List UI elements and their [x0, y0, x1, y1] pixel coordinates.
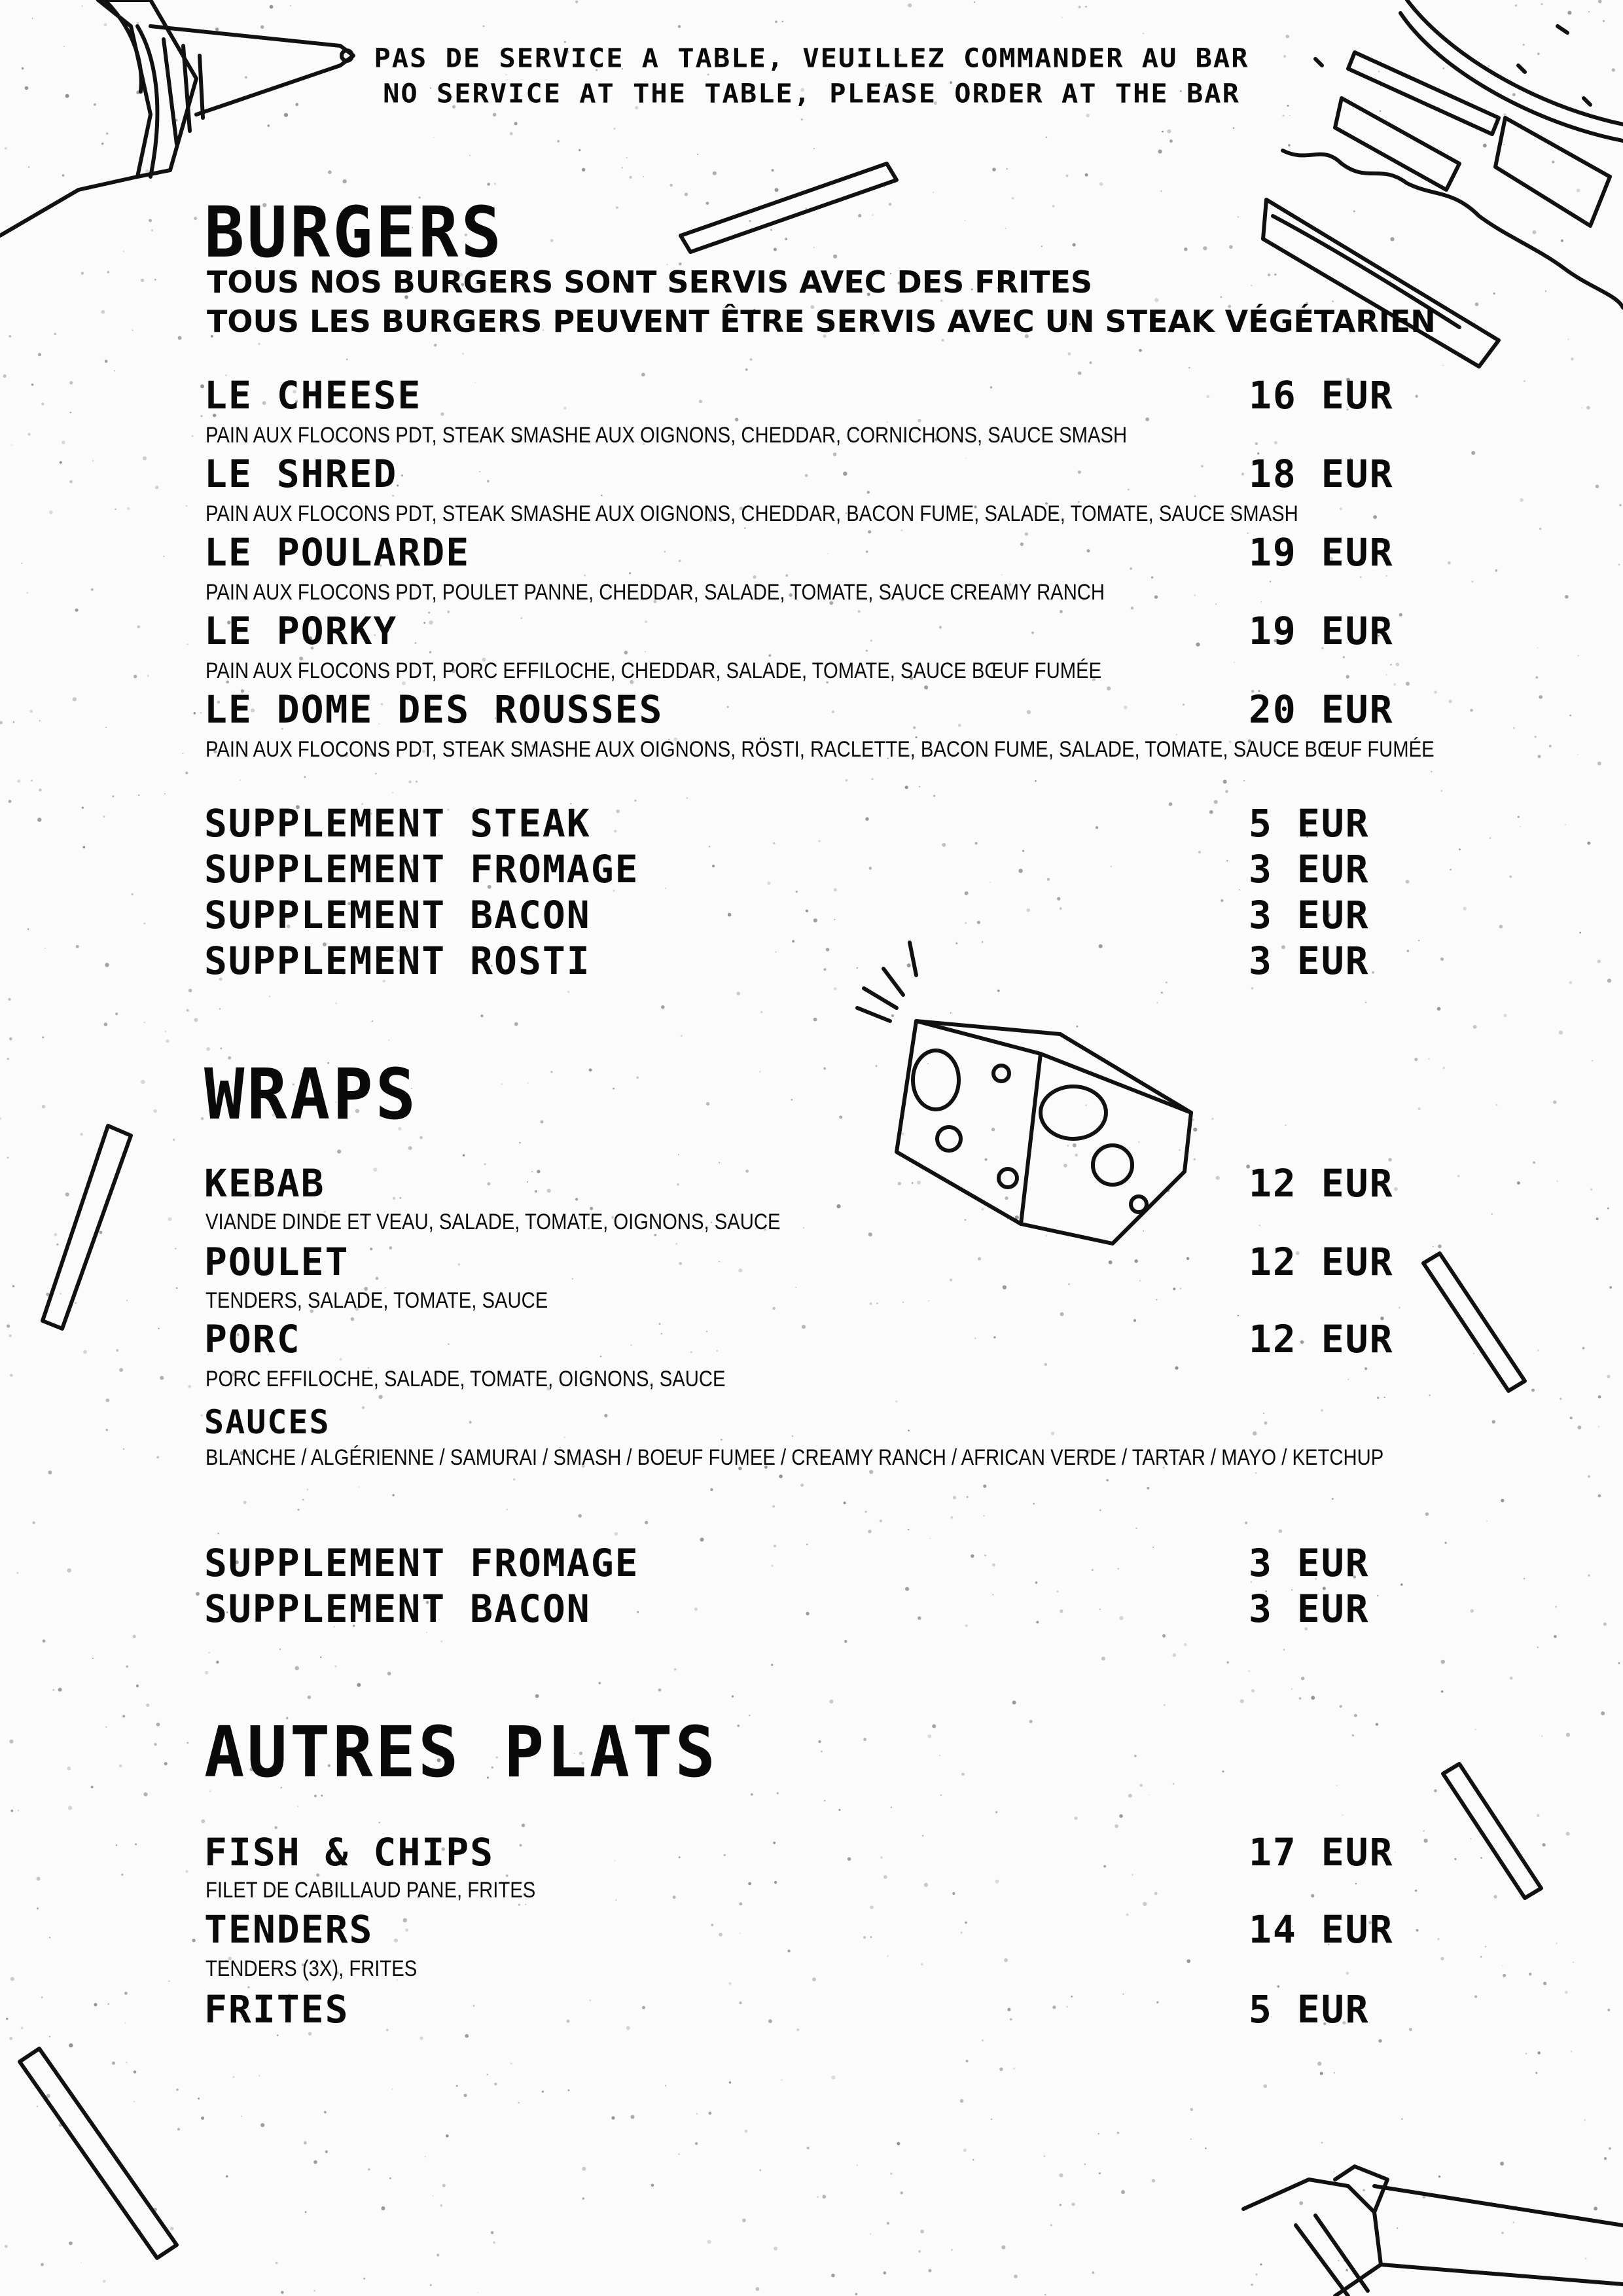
sauces-list: BLANCHE / ALGÉRIENNE / SAMURAI / SMASH / BOEUF FUMEE / CREAMY RANCH / AFRICAN VERDE / TARTAR / MAYO / KETCHUP [205, 1445, 1384, 1470]
supplement-name: SUPPLEMENT STEAK [204, 801, 591, 846]
supplement-price: 5 EUR [1249, 801, 1370, 846]
menu-item-description: PAIN AUX FLOCONS PDT, STEAK SMASHE AUX OIGNONS, CHEDDAR, CORNICHONS, SAUCE SMASH [205, 423, 1128, 448]
supplement-price: 3 EUR [1249, 1541, 1370, 1585]
french-fry-icon [1423, 1253, 1525, 1391]
menu-item-name: LE POULARDE [204, 530, 471, 575]
menu-item-price: 16 EUR [1249, 373, 1394, 418]
menu-item-name: FRITES [204, 1987, 349, 2032]
menu-item-description: VIANDE DINDE ET VEAU, SALADE, TOMATE, OIGNONS, SAUCE [205, 1210, 781, 1234]
menu-item-name: LE PORKY [204, 609, 398, 653]
supplement-name: SUPPLEMENT FROMAGE [204, 847, 639, 891]
section-title-burgers: BURGERS [204, 192, 504, 274]
french-fry-icon [1443, 1764, 1541, 1898]
menu-item-description: PAIN AUX FLOCONS PDT, STEAK SMASHE AUX OIGNONS, RÖSTI, RACLETTE, BACON FUME, SALADE, TOMATE, SAUCE BŒUF FUMÉE [205, 737, 1435, 762]
notice-line-en: NO SERVICE AT THE TABLE, PLEASE ORDER AT THE BAR [383, 78, 1240, 109]
menu-item-description: TENDERS, SALADE, TOMATE, SAUCE [205, 1288, 548, 1313]
menu-item-name: PORC [204, 1317, 301, 1361]
menu-item-description: PAIN AUX FLOCONS PDT, POULET PANNE, CHEDDAR, SALADE, TOMATE, SAUCE CREAMY RANCH [205, 580, 1105, 605]
menu-item-description: PAIN AUX FLOCONS PDT, PORC EFFILOCHE, CHEDDAR, SALADE, TOMATE, SAUCE BŒUF FUMÉE [205, 658, 1102, 683]
supplement-name: SUPPLEMENT FROMAGE [204, 1541, 639, 1585]
menu-item-price: 5 EUR [1249, 1987, 1370, 2032]
supplement-price: 3 EUR [1249, 847, 1370, 891]
menu-item-name: POULET [204, 1240, 349, 1284]
menu-item-price: 19 EUR [1249, 609, 1394, 653]
menu-item-price: 14 EUR [1249, 1907, 1394, 1952]
menu-item-name: KEBAB [204, 1161, 325, 1206]
menu-item-name: LE SHRED [204, 452, 398, 496]
supplement-name: SUPPLEMENT BACON [204, 893, 591, 937]
french-fry-icon [43, 1126, 131, 1329]
menu-item-price: 12 EUR [1249, 1317, 1394, 1361]
menu-item-price: 19 EUR [1249, 530, 1394, 575]
section-title-wraps: WRAPS [204, 1054, 419, 1136]
sauce-bottle-icon [1243, 2166, 1623, 2296]
menu-item-description: TENDERS (3X), FRITES [205, 1956, 418, 1981]
burgers-subtitle-veggie: TOUS LES BURGERS PEUVENT ÊTRE SERVIS AVEC UN STEAK VÉGÉTARIEN [207, 304, 1436, 339]
supplement-price: 3 EUR [1249, 893, 1370, 937]
menu-item-price: 17 EUR [1249, 1830, 1394, 1874]
supplement-price: 3 EUR [1249, 939, 1370, 983]
supplement-name: SUPPLEMENT ROSTI [204, 939, 591, 983]
menu-item-price: 20 EUR [1249, 687, 1394, 732]
burgers-subtitle-fries: TOUS NOS BURGERS SONT SERVIS AVEC DES FRITES [207, 264, 1093, 300]
french-fry-icon [681, 164, 897, 252]
menu-item-description: PORC EFFILOCHE, SALADE, TOMATE, OIGNONS, SAUCE [205, 1367, 726, 1391]
section-title-autres-plats: AUTRES PLATS [204, 1712, 718, 1794]
menu-item-name: LE DOME DES ROUSSES [204, 687, 664, 732]
sauces-title: SAUCES [204, 1403, 330, 1441]
menu-item-price: 12 EUR [1249, 1161, 1394, 1206]
cheese-icon [857, 942, 1191, 1244]
menu-item-name: TENDERS [204, 1907, 374, 1952]
menu-item-description: FILET DE CABILLAUD PANE, FRITES [205, 1878, 536, 1903]
service-notice [0, 41, 1623, 111]
menu-item-name: FISH & CHIPS [204, 1830, 495, 1874]
supplement-price: 3 EUR [1249, 1587, 1370, 1631]
menu-item-price: 18 EUR [1249, 452, 1394, 496]
menu-item-name: LE CHEESE [204, 373, 422, 418]
notice-line-fr: PAS DE SERVICE A TABLE, VEUILLEZ COMMANDER AU BAR [374, 43, 1249, 73]
menu-item-description: PAIN AUX FLOCONS PDT, STEAK SMASHE AUX OIGNONS, CHEDDAR, BACON FUME, SALADE, TOMATE, SAUCE SMASH [205, 501, 1298, 526]
supplement-name: SUPPLEMENT BACON [204, 1587, 591, 1631]
french-fry-icon [20, 2049, 177, 2258]
menu-item-price: 12 EUR [1249, 1240, 1394, 1284]
